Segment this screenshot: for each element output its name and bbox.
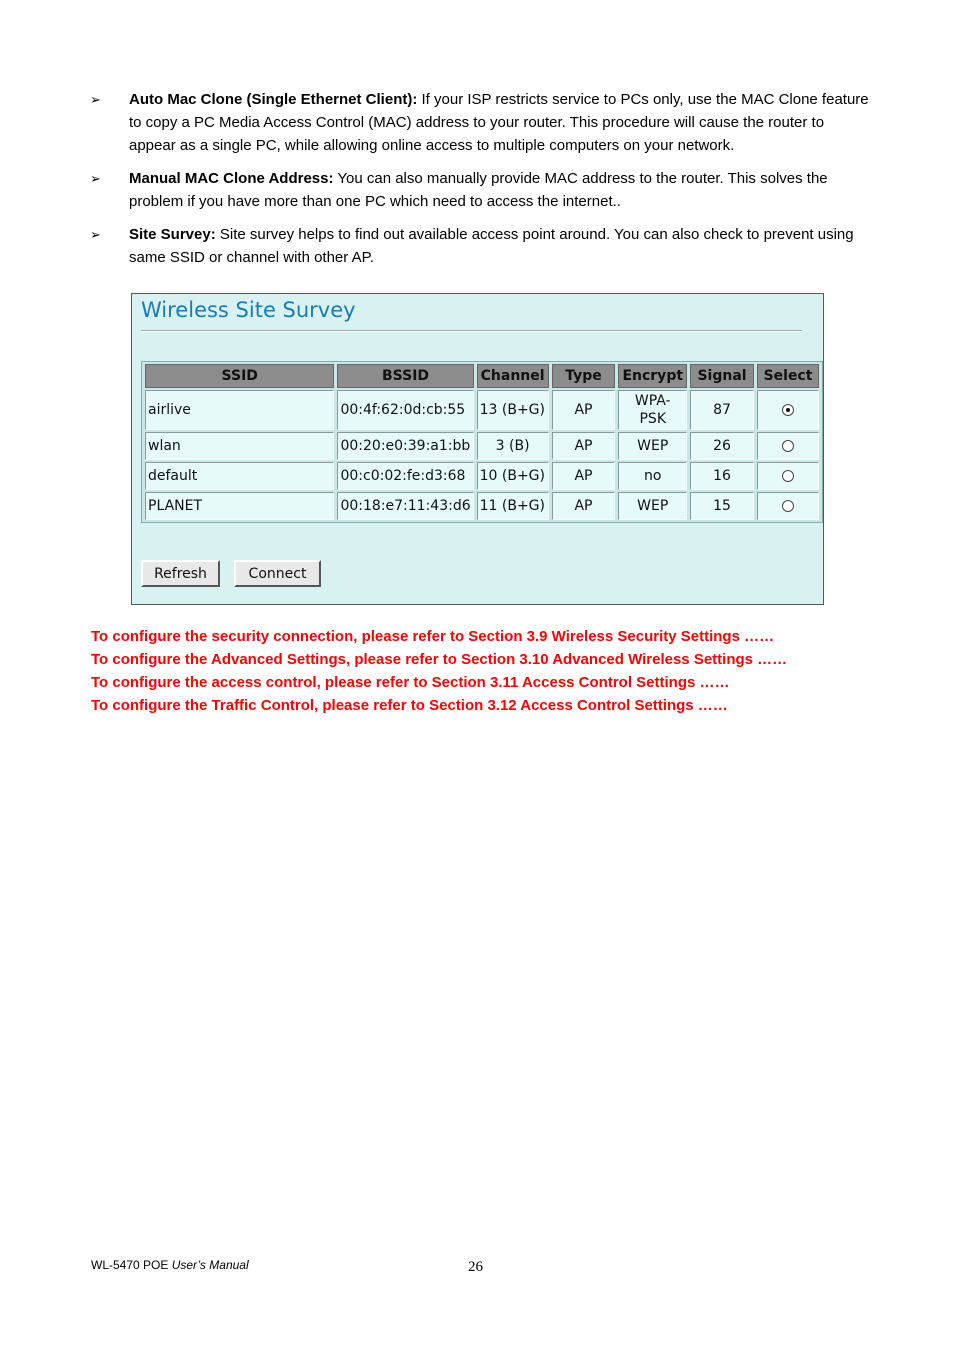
col-bssid: BSSID — [337, 364, 473, 388]
select-radio[interactable] — [782, 404, 794, 416]
note-access-control: To configure the access control, please refer to Section 3.11 Access Control Settings …… — [91, 674, 730, 691]
cell-channel: 11 (B+G) — [477, 492, 549, 520]
cell-select — [757, 462, 819, 490]
bullet-text: You can also manually provide MAC address to the router. This solves the problem if you have more than one PC which need to access the internet.. — [129, 170, 828, 210]
footer-manual: User’s Manual — [171, 1258, 249, 1272]
cell-encrypt: WEP — [618, 492, 687, 520]
site-survey-table — [141, 361, 823, 523]
table-row — [145, 432, 819, 460]
cell-type: AP — [552, 462, 616, 490]
col-encrypt: Encrypt — [618, 364, 687, 388]
col-signal: Signal — [690, 364, 754, 388]
note-traffic-control: To configure the Traffic Control, please refer to Section 3.12 Access Control Settings …… — [91, 697, 728, 714]
col-select: Select — [757, 364, 819, 388]
cell-signal: 16 — [690, 462, 754, 490]
cell-type: AP — [552, 390, 616, 430]
bullet-text: Site survey helps to find out available access point around. You can also check to prevent using same SSID or channel with other AP. — [129, 226, 854, 266]
wireless-site-survey-panel — [131, 293, 824, 605]
cell-ssid: wlan — [145, 432, 334, 460]
cell-signal: 15 — [690, 492, 754, 520]
bullet-site-survey — [90, 223, 870, 269]
cell-channel: 3 (B) — [477, 432, 549, 460]
bullet-list — [90, 88, 870, 279]
arrow-bullet-icon: ➢ — [90, 92, 101, 107]
survey-title: Wireless Site Survey — [141, 298, 356, 322]
cell-channel: 10 (B+G) — [477, 462, 549, 490]
col-type: Type — [552, 364, 616, 388]
col-ssid: SSID — [145, 364, 334, 388]
cell-bssid: 00:c0:02:fe:d3:68 — [337, 462, 473, 490]
arrow-bullet-icon: ➢ — [90, 171, 101, 186]
bullet-term: Auto Mac Clone (Single Ethernet Client): — [129, 91, 418, 108]
bullet-term: Site Survey: — [129, 226, 216, 243]
cell-channel: 13 (B+G) — [477, 390, 549, 430]
arrow-bullet-icon: ➢ — [90, 227, 101, 242]
cell-ssid: PLANET — [145, 492, 334, 520]
title-divider — [141, 330, 802, 332]
cell-select — [757, 492, 819, 520]
cell-signal: 87 — [690, 390, 754, 430]
select-radio[interactable] — [782, 440, 794, 452]
cell-select — [757, 432, 819, 460]
table-row — [145, 492, 819, 520]
footer-manual-title — [91, 1258, 249, 1272]
cell-select — [757, 390, 819, 430]
bullet-auto-mac-clone — [90, 88, 870, 157]
cell-type: AP — [552, 432, 616, 460]
cell-ssid: default — [145, 462, 334, 490]
refresh-button[interactable]: Refresh — [141, 560, 220, 587]
cell-type: AP — [552, 492, 616, 520]
table-row — [145, 462, 819, 490]
bullet-term: Manual MAC Clone Address: — [129, 170, 334, 187]
note-security: To configure the security connection, please refer to Section 3.9 Wireless Security Settings …… — [91, 628, 775, 645]
cell-ssid: airlive — [145, 390, 334, 430]
cell-bssid: 00:20:e0:39:a1:bb — [337, 432, 473, 460]
cell-bssid: 00:18:e7:11:43:d6 — [337, 492, 473, 520]
bullet-manual-mac-clone — [90, 167, 870, 213]
table-header-row — [145, 364, 819, 388]
note-advanced: To configure the Advanced Settings, please refer to Section 3.10 Advanced Wireless Settings …… — [91, 651, 788, 668]
cell-signal: 26 — [690, 432, 754, 460]
cell-encrypt: WPA-PSK — [618, 390, 687, 430]
page-number: 26 — [468, 1259, 483, 1275]
cell-bssid: 00:4f:62:0d:cb:55 — [337, 390, 473, 430]
table-row — [145, 390, 819, 430]
footer-model: WL-5470 POE — [91, 1258, 172, 1272]
connect-button[interactable]: Connect — [234, 560, 321, 587]
bullet-text: If your ISP restricts service to PCs only, use the MAC Clone feature to copy a PC Media Access Control (MAC) address to your router. This procedure will cause the router to appear as a single PC, while allowing online access to multiple computers on your network. — [129, 91, 869, 154]
col-channel: Channel — [477, 364, 549, 388]
cell-encrypt: WEP — [618, 432, 687, 460]
cell-encrypt: no — [618, 462, 687, 490]
select-radio[interactable] — [782, 500, 794, 512]
config-notes — [91, 625, 891, 717]
select-radio[interactable] — [782, 470, 794, 482]
